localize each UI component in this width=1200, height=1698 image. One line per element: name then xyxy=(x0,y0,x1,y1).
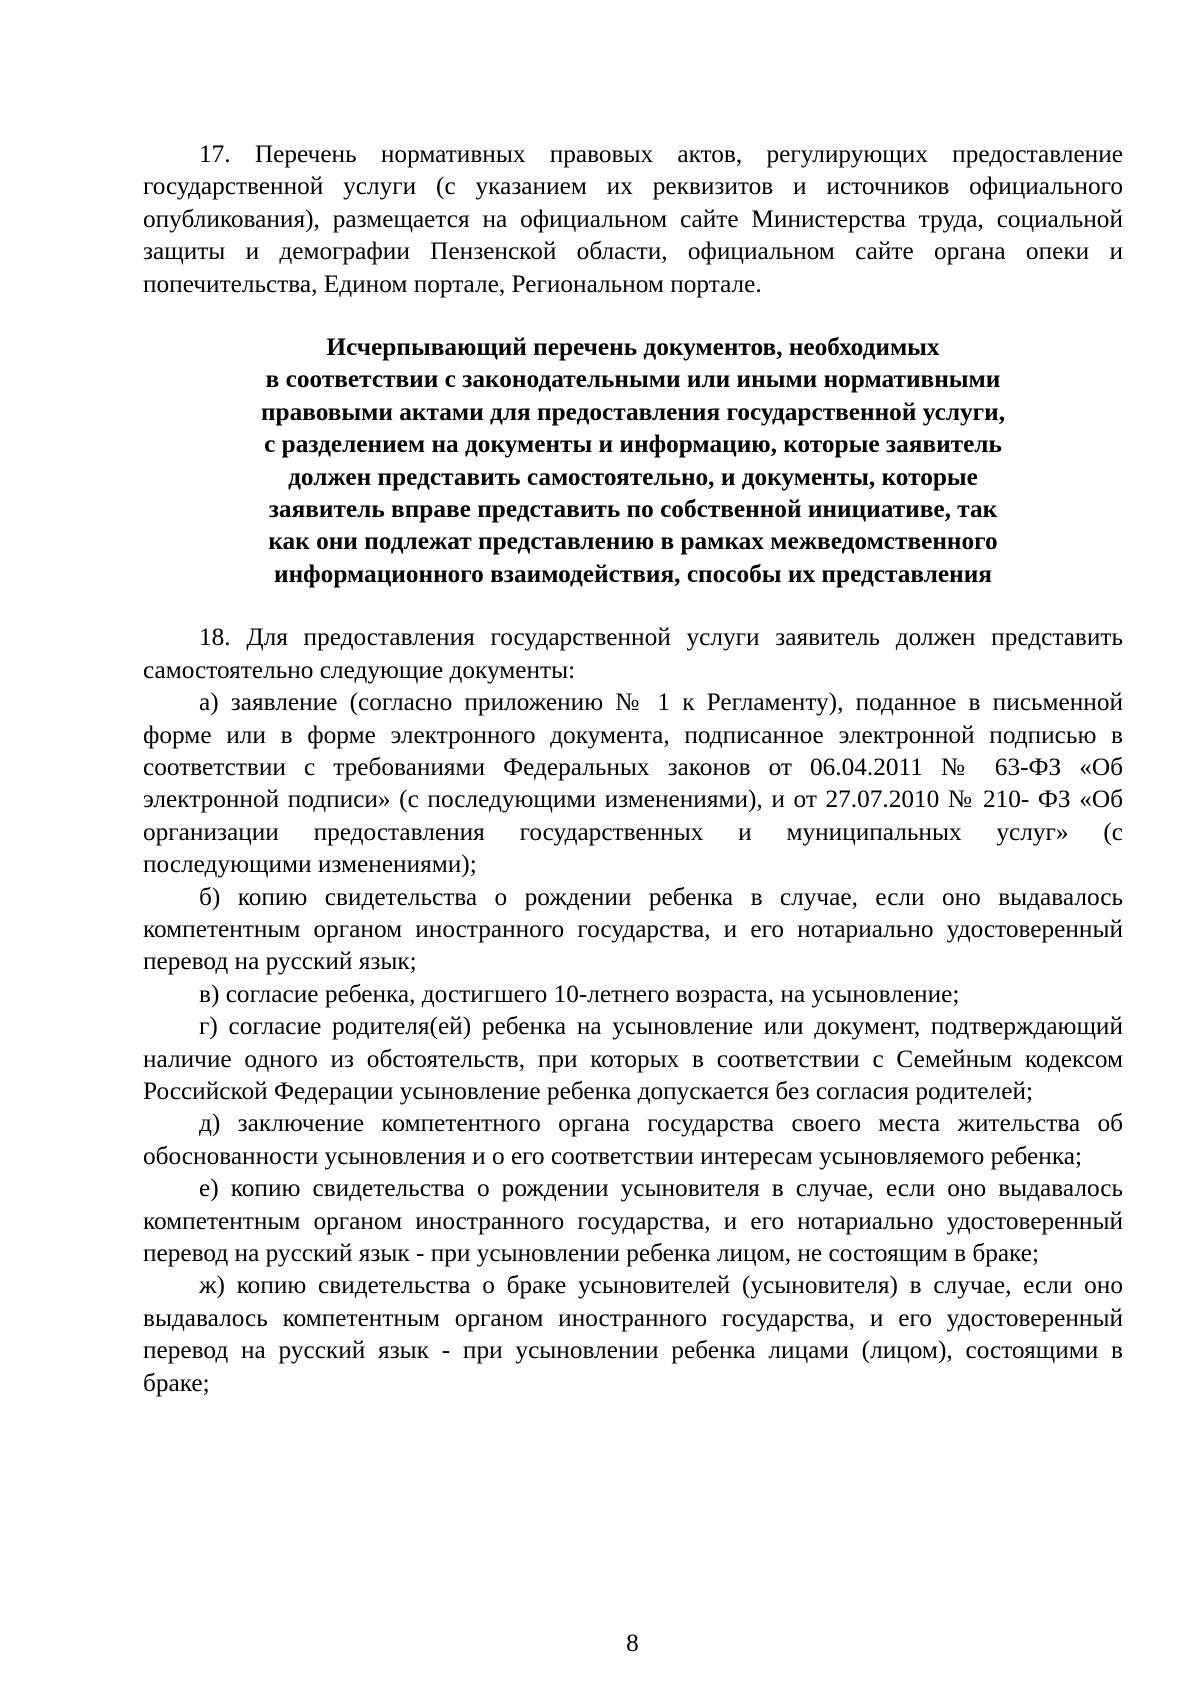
list-item-zh: ж) копию свидетельства о браке усыновителей (усыновителя) в случае, если оно выдавалось компетентным органом иностранного государства, и его удостоверенный перевод на русский язык - при усыновлении ребенка лицами (лицом), состоящими в браке; xyxy=(143,1271,1123,1397)
paragraph-17: 17. Перечень нормативных правовых актов, регулирующих предоставление государственной услуги (с указанием их реквизитов и источников официального опубликования), размещается на официальном сайте Министерства труда, социальной защиты и демографии Пензенской области, официальном сайте органа опеки и попечительства, Едином портале, Региональном портале. xyxy=(143,140,1123,298)
heading-line: должен представить самостоятельно, и документы, которые xyxy=(288,462,978,491)
list-item-a: а) заявление (согласно приложению № 1 к Регламенту), поданное в письменной форме или в форме электронного документа, подписанное электронной подписью в соответствии с требованиями Федеральных законов от 06.04.2011 № 63-ФЗ «Об электронной подписи» (с последующими изменениями), и от 27.07.2010 № 210- ФЗ «Об организации предоставления государственных и муниципальных услуг» (с последующими изменениями); xyxy=(143,688,1123,879)
heading-line: заявитель вправе представить по собственной инициативе, так xyxy=(268,495,998,524)
paragraph-18: 18. Для предоставления государственной услуги заявитель должен представить самостоятельно следующие документы: xyxy=(143,623,1123,684)
list-item-d: д) заключение компетентного органа государства своего места жительства об обоснованности усыновления и о его соответствии интересам усыновляемого ребенка; xyxy=(143,1109,1123,1170)
list-item-e: е) копию свидетельства о рождении усыновителя в случае, если оно выдавалось компетентным органом иностранного государства, и его нотариально удостоверенный перевод на русский язык - при усыновлении ребенка лицом, не состоящим в браке; xyxy=(143,1174,1123,1267)
heading-line: с разделением на документы и информацию, которые заявитель xyxy=(264,430,1002,459)
heading-line: информационного взаимодействия, способы их представления xyxy=(274,559,992,588)
page-number: 8 xyxy=(626,1629,639,1657)
section-heading xyxy=(143,331,1123,590)
list-item-b: б) копию свидетельства о рождении ребенка в случае, если оно выдавалось компетентным органом иностранного государства, и его нотариально удостоверенный перевод на русский язык; xyxy=(143,882,1123,976)
heading-line: Исчерпывающий перечень документов, необходимых xyxy=(326,333,940,362)
heading-line: правовыми актами для предоставления государственной услуги, xyxy=(260,397,1006,426)
list-item-g: г) согласие родителя(ей) ребенка на усыновление или документ, подтверждающий наличие одного из обстоятельств, при которых в соответствии с Семейным кодексом Российской Федерации усыновление ребенка допускается без согласия родителей; xyxy=(143,1012,1123,1105)
document-page xyxy=(143,138,1123,1399)
heading-line: как они подлежат представлению в рамках межведомственного xyxy=(268,527,998,556)
heading-line: в соответствии с законодательными или иными нормативными xyxy=(265,365,1001,394)
list-item-v: в) согласие ребенка, достигшего 10-летнего возраста, на усыновление; xyxy=(199,979,960,1008)
